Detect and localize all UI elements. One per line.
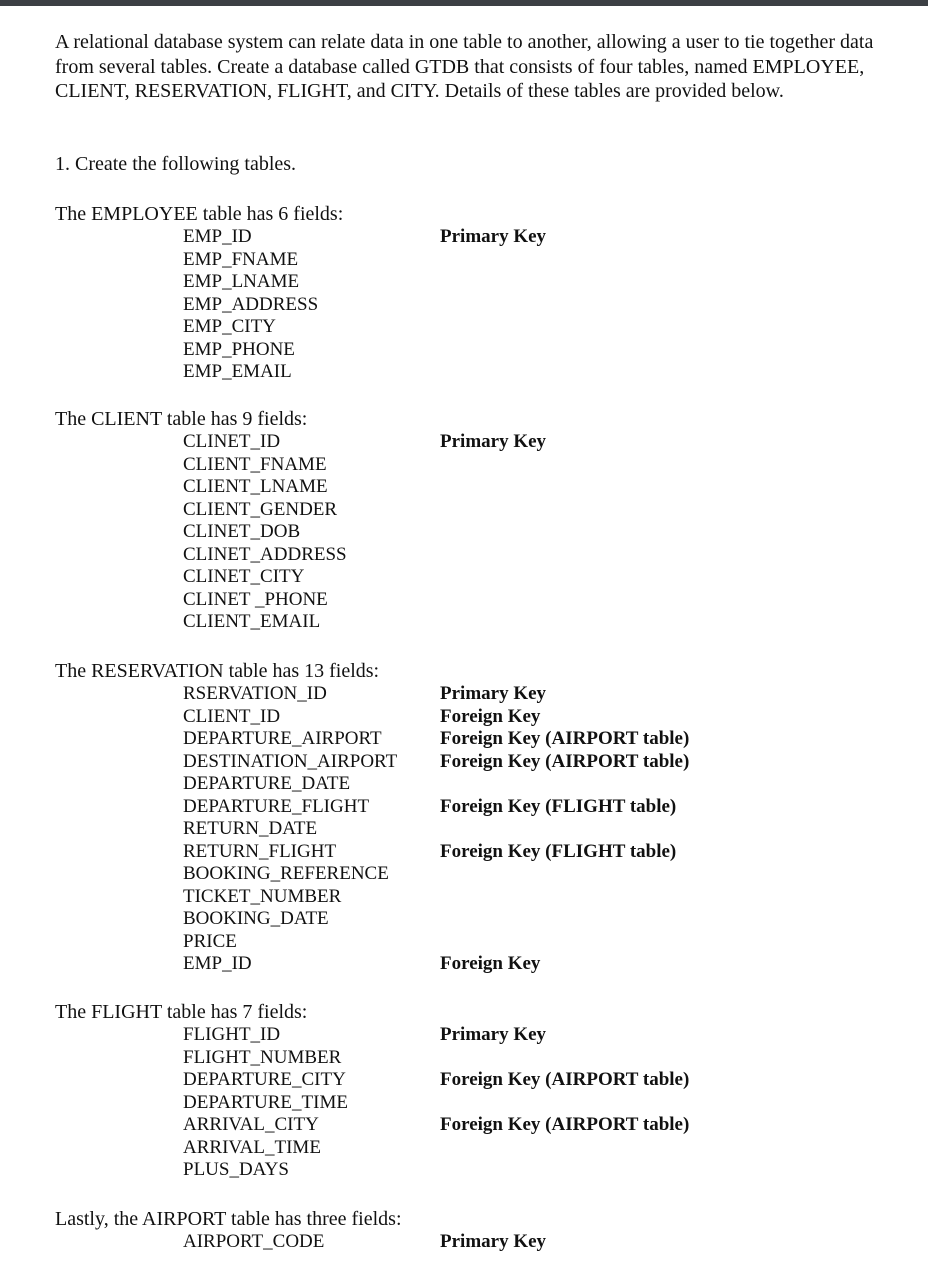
field-row xyxy=(55,841,905,864)
field-name: DESTINATION_AIRPORT xyxy=(183,750,398,772)
field-row xyxy=(55,249,905,272)
field-name: DEPARTURE_DATE xyxy=(183,773,351,794)
field-name: EMP_EMAIL xyxy=(183,361,292,382)
field-row xyxy=(55,908,905,931)
field-row xyxy=(55,1024,905,1047)
field-key: Primary Key xyxy=(440,431,547,452)
field-name: EMP_ID xyxy=(183,953,252,974)
employee-table-section xyxy=(55,202,905,384)
field-name: DEPARTURE_CITY xyxy=(183,1069,346,1090)
client-table-section xyxy=(55,407,905,634)
field-key: Foreign Key (AIRPORT table) xyxy=(440,1114,690,1135)
field-key: Foreign Key xyxy=(440,953,541,974)
field-key: Primary Key xyxy=(440,226,547,247)
reservation-table-section xyxy=(55,659,905,976)
field-name: BOOKING_REFERENCE xyxy=(183,863,389,884)
field-key: Foreign Key xyxy=(440,705,541,727)
field-row xyxy=(55,566,905,589)
field-name: RETURN_FLIGHT xyxy=(183,840,337,862)
field-row xyxy=(55,1069,905,1092)
field-row xyxy=(55,454,905,477)
field-row xyxy=(55,544,905,567)
field-row xyxy=(55,361,905,384)
field-row xyxy=(55,931,905,954)
field-name: FLIGHT_ID xyxy=(183,1024,281,1045)
field-key: Foreign Key (AIRPORT table) xyxy=(440,728,690,749)
field-row xyxy=(55,796,905,819)
intro-paragraph: A relational database system can relate data in one table to another, allowing a user to tie together data from several tables. Create a database called GTDB that consists of four tables, named EMPLOYEE, CLIENT, RESERVATION, FLIGHT, and CITY. Details of these tables are provided below. xyxy=(55,31,874,102)
field-row xyxy=(55,226,905,249)
field-name: TICKET_NUMBER xyxy=(183,885,342,907)
flight-table-heading: The FLIGHT table has 7 fields: xyxy=(55,1001,308,1023)
field-key: Foreign Key (FLIGHT table) xyxy=(440,840,677,862)
field-name: CLIENT_LNAME xyxy=(183,476,328,497)
field-row xyxy=(55,1231,905,1254)
field-row xyxy=(55,1137,905,1160)
field-row xyxy=(55,1159,905,1182)
field-row xyxy=(55,863,905,886)
field-key: Primary Key xyxy=(440,1024,547,1045)
field-name: DEPARTURE_AIRPORT xyxy=(183,728,382,749)
field-name: RETURN_DATE xyxy=(183,818,318,839)
field-name: PRICE xyxy=(183,930,237,952)
field-name: EMP_PHONE xyxy=(183,338,295,360)
field-name: ARRIVAL_TIME xyxy=(183,1136,321,1158)
field-key: Foreign Key (AIRPORT table) xyxy=(440,1069,690,1090)
field-name: EMP_ID xyxy=(183,226,252,247)
field-name: CLIENT_GENDER xyxy=(183,498,338,520)
field-key: Primary Key xyxy=(440,1231,547,1252)
field-name: CLINET_ID xyxy=(183,431,281,452)
field-row xyxy=(55,683,905,706)
field-name: CLIENT_FNAME xyxy=(183,453,327,475)
airport-table-section xyxy=(55,1207,905,1254)
field-name: DEPARTURE_FLIGHT xyxy=(183,795,370,817)
field-row xyxy=(55,499,905,522)
field-name: CLINET_DOB xyxy=(183,521,301,542)
field-row xyxy=(55,953,905,976)
client-table-heading: The CLIENT table has 9 fields: xyxy=(55,408,308,430)
field-key: Foreign Key (FLIGHT table) xyxy=(440,795,677,817)
field-row xyxy=(55,728,905,751)
field-row xyxy=(55,339,905,362)
field-name: CLINET_ADDRESS xyxy=(183,543,347,565)
field-row xyxy=(55,773,905,796)
field-row xyxy=(55,611,905,634)
field-row xyxy=(55,1092,905,1115)
airport-table-heading: Lastly, the AIRPORT table has three fields: xyxy=(55,1208,402,1230)
field-row xyxy=(55,476,905,499)
field-name: AIRPORT_CODE xyxy=(183,1231,325,1252)
field-key: Foreign Key (AIRPORT table) xyxy=(440,750,690,772)
step-instruction: 1. Create the following tables. xyxy=(55,153,297,175)
field-row xyxy=(55,1114,905,1137)
field-name: EMP_CITY xyxy=(183,316,276,337)
field-row xyxy=(55,294,905,317)
flight-table-section xyxy=(55,1000,905,1182)
field-key: Primary Key xyxy=(440,683,547,704)
field-name: PLUS_DAYS xyxy=(183,1159,289,1180)
field-name: DEPARTURE_TIME xyxy=(183,1091,348,1113)
field-name: EMP_FNAME xyxy=(183,248,299,270)
field-name: CLIENT_EMAIL xyxy=(183,611,321,632)
field-name: CLINET _PHONE xyxy=(183,588,328,610)
field-name: ARRIVAL_CITY xyxy=(183,1114,319,1135)
employee-table-heading: The EMPLOYEE table has 6 fields: xyxy=(55,203,344,225)
field-row xyxy=(55,431,905,454)
field-name: RSERVATION_ID xyxy=(183,683,327,704)
field-row xyxy=(55,751,905,774)
field-row xyxy=(55,521,905,544)
field-row xyxy=(55,1047,905,1070)
field-name: EMP_ADDRESS xyxy=(183,293,319,315)
top-window-bar xyxy=(0,0,928,6)
field-name: CLINET_CITY xyxy=(183,566,305,587)
field-row xyxy=(55,589,905,612)
field-name: BOOKING_DATE xyxy=(183,908,329,929)
field-name: EMP_LNAME xyxy=(183,271,300,292)
field-row xyxy=(55,316,905,339)
field-row xyxy=(55,818,905,841)
field-row xyxy=(55,886,905,909)
field-row xyxy=(55,271,905,294)
field-name: FLIGHT_NUMBER xyxy=(183,1046,342,1068)
reservation-table-heading: The RESERVATION table has 13 fields: xyxy=(55,660,380,682)
field-row xyxy=(55,706,905,729)
field-name: CLIENT_ID xyxy=(183,705,281,727)
